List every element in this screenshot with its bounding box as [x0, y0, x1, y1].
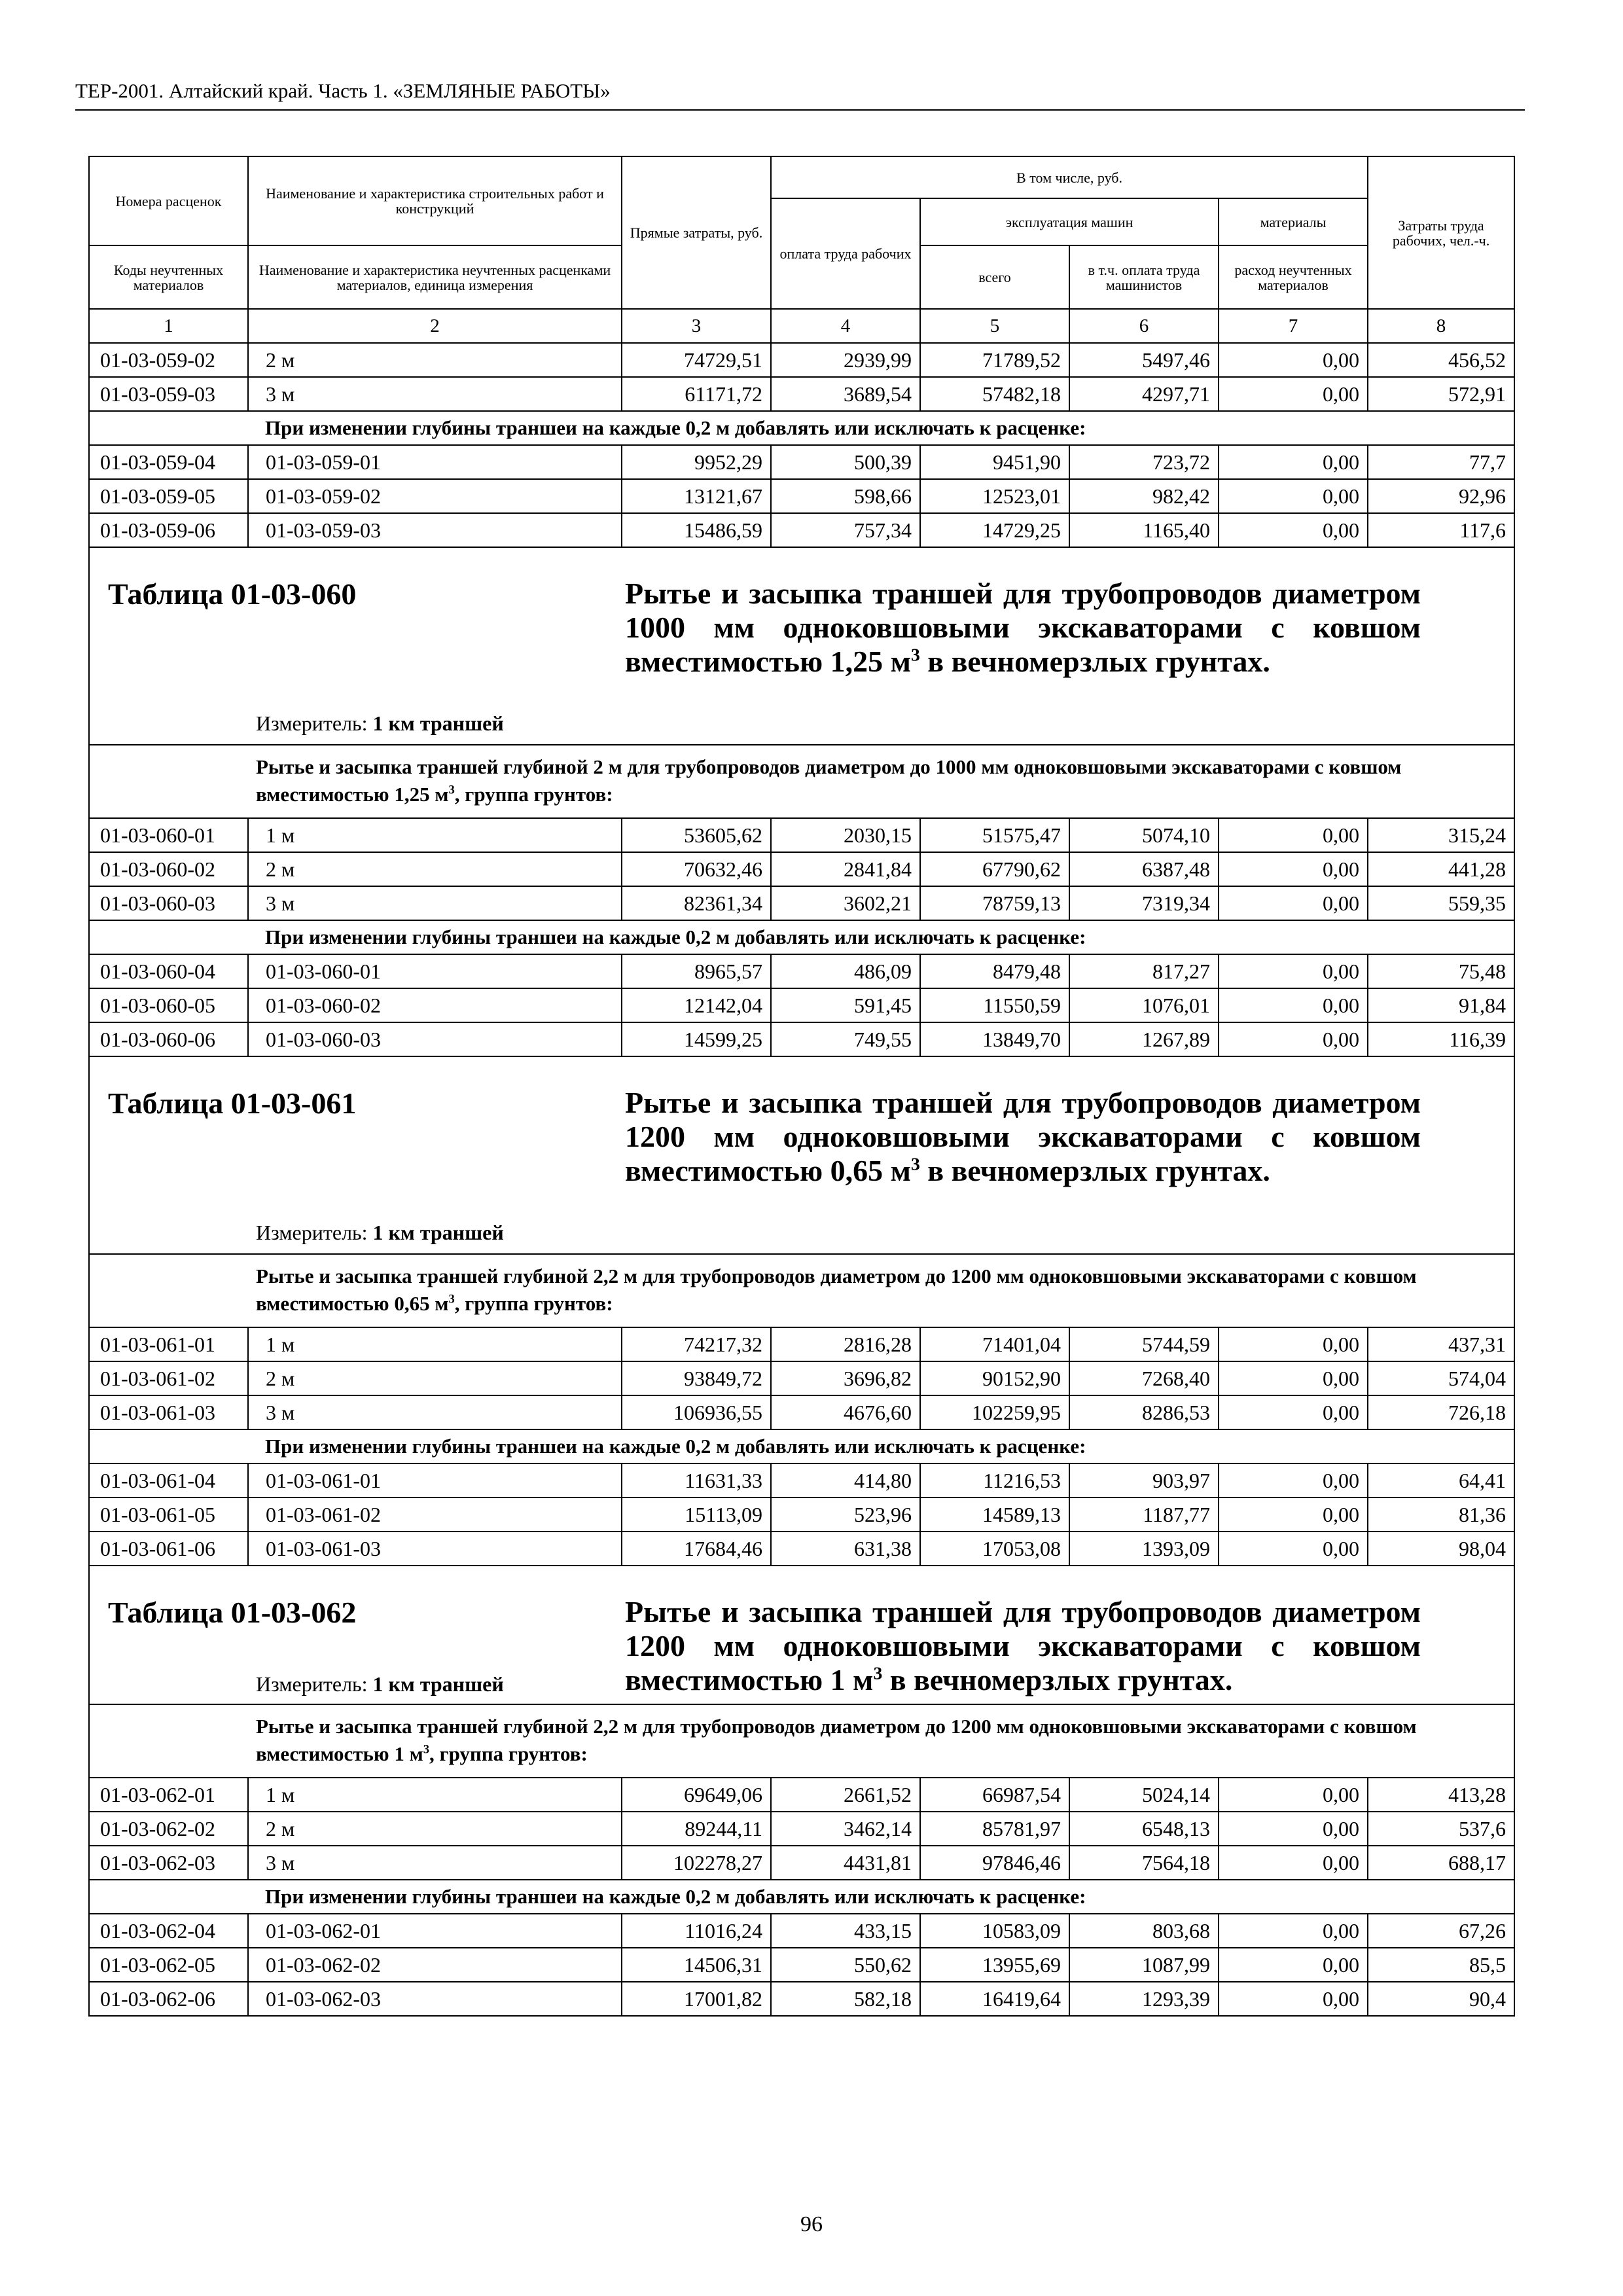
direct-costs-cell: 15113,09 [622, 1498, 771, 1532]
table-row [89, 1982, 1514, 2016]
operators-pay-cell: 4297,71 [1069, 377, 1219, 411]
rate-code-cell: 01-03-060-06 [89, 1022, 248, 1056]
column-index: 5 [920, 309, 1069, 343]
operators-pay-cell: 7564,18 [1069, 1846, 1219, 1880]
direct-costs-cell: 89244,11 [622, 1812, 771, 1846]
machines-total-cell: 11550,59 [920, 988, 1069, 1022]
direct-costs-cell: 102278,27 [622, 1846, 771, 1880]
rate-code-cell: 01-03-060-01 [89, 818, 248, 852]
labor-pay-cell: 631,38 [771, 1532, 920, 1566]
operators-pay-cell: 5024,14 [1069, 1778, 1219, 1812]
labor-pay-cell: 433,15 [771, 1914, 920, 1948]
table-row [89, 479, 1514, 513]
operators-pay-cell: 1187,77 [1069, 1498, 1219, 1532]
direct-costs-cell: 13121,67 [622, 479, 771, 513]
work-subheading-text-end: , группа грунтов: [454, 1292, 613, 1315]
measure-unit [256, 1221, 504, 1245]
operators-pay-cell: 1293,39 [1069, 1982, 1219, 2016]
operators-pay-cell: 1165,40 [1069, 513, 1219, 547]
table-row [89, 1914, 1514, 1948]
operators-pay-cell: 5497,46 [1069, 343, 1219, 377]
table-row [89, 1327, 1514, 1361]
machines-total-cell: 9451,90 [920, 445, 1069, 479]
labor-pay-cell: 4676,60 [771, 1395, 920, 1429]
measure-unit-value: 1 км траншей [372, 1221, 504, 1244]
machines-total-cell: 12523,01 [920, 479, 1069, 513]
labor-hours-cell: 67,26 [1368, 1914, 1514, 1948]
table-row [89, 1022, 1514, 1056]
measure-unit-value: 1 км траншей [372, 711, 504, 735]
caption-box [90, 1057, 1514, 1253]
table-title-text: Рытье и засыпка траншей для трубопроводов диаметром 1200 мм одноковшовыми экскаваторами с ковшом вместимостью 0,65 м [625, 1086, 1421, 1187]
rate-code-cell: 01-03-062-06 [89, 1982, 248, 2016]
material-usage-cell: 0,00 [1219, 1395, 1368, 1429]
description-cell: 01-03-060-02 [248, 988, 622, 1022]
direct-costs-cell: 14506,31 [622, 1948, 771, 1982]
machines-total-cell: 66987,54 [920, 1778, 1069, 1812]
depth-change-label: При изменении глубины траншеи на каждые 0,2 м добавлять или исключать к расценке: [89, 920, 1514, 954]
labor-hours-cell: 537,6 [1368, 1812, 1514, 1846]
col-header-material-names: Наименование и характеристика неучтенных расценками материалов, единица измерения [248, 245, 622, 309]
rate-code-cell: 01-03-059-06 [89, 513, 248, 547]
machines-total-cell: 102259,95 [920, 1395, 1069, 1429]
labor-pay-cell: 523,96 [771, 1498, 920, 1532]
column-index-row [89, 309, 1514, 343]
labor-hours-cell: 437,31 [1368, 1327, 1514, 1361]
labor-pay-cell: 2841,84 [771, 852, 920, 886]
description-cell: 2 м [248, 1812, 622, 1846]
table-row [89, 513, 1514, 547]
depth-change-row [89, 411, 1514, 445]
labor-hours-cell: 116,39 [1368, 1022, 1514, 1056]
labor-pay-cell: 749,55 [771, 1022, 920, 1056]
measure-unit [256, 1672, 504, 1696]
machines-total-cell: 10583,09 [920, 1914, 1069, 1948]
machines-total-cell: 14729,25 [920, 513, 1069, 547]
superscript: 3 [448, 1292, 455, 1306]
labor-pay-cell: 3689,54 [771, 377, 920, 411]
col-header-operators-pay: в т.ч. оплата труда машинистов [1069, 245, 1219, 309]
machines-total-cell: 90152,90 [920, 1361, 1069, 1395]
table-caption [89, 1566, 1514, 1704]
description-cell: 2 м [248, 1361, 622, 1395]
superscript: 3 [910, 1153, 920, 1174]
rate-code-cell: 01-03-059-03 [89, 377, 248, 411]
table-title-text: Рытье и засыпка траншей для трубопроводов диаметром 1000 мм одноковшовыми экскаваторами с ковшом вместимостью 1,25 м [625, 577, 1421, 678]
description-cell: 01-03-061-01 [248, 1463, 622, 1498]
measure-unit-label: Измеритель: [256, 711, 373, 735]
measure-unit-label: Измеритель: [256, 1221, 373, 1244]
direct-costs-cell: 74217,32 [622, 1327, 771, 1361]
machines-total-cell: 85781,97 [920, 1812, 1069, 1846]
table-number: Таблица 01-03-062 [108, 1596, 357, 1629]
direct-costs-cell: 8965,57 [622, 954, 771, 988]
description-cell: 01-03-060-03 [248, 1022, 622, 1056]
labor-hours-cell: 413,28 [1368, 1778, 1514, 1812]
labor-hours-cell: 92,96 [1368, 479, 1514, 513]
rate-code-cell: 01-03-059-02 [89, 343, 248, 377]
page-number: 96 [800, 2212, 823, 2236]
operators-pay-cell: 1393,09 [1069, 1532, 1219, 1566]
direct-costs-cell: 17684,46 [622, 1532, 771, 1566]
table-row [89, 1463, 1514, 1498]
work-subheading-text: Рытье и засыпка траншей глубиной 2 м для трубопроводов диаметром до 1000 мм одноковшовыми экскаваторами с ковшом вместимостью 1,25 м [256, 755, 1402, 806]
material-usage-cell: 0,00 [1219, 377, 1368, 411]
caption-box [90, 1566, 1514, 1704]
column-index: 4 [771, 309, 920, 343]
table-row [89, 343, 1514, 377]
column-index: 6 [1069, 309, 1219, 343]
work-subheading-text: Рытье и засыпка траншей глубиной 2,2 м для трубопроводов диаметром до 1200 мм одноковшовыми экскаваторами с ковшом вместимостью 0,65 м [256, 1265, 1417, 1315]
depth-change-row [89, 1429, 1514, 1463]
labor-pay-cell: 2030,15 [771, 818, 920, 852]
description-cell: 2 м [248, 852, 622, 886]
operators-pay-cell: 5744,59 [1069, 1327, 1219, 1361]
material-usage-cell: 0,00 [1219, 1327, 1368, 1361]
table-row [89, 1846, 1514, 1880]
material-usage-cell: 0,00 [1219, 818, 1368, 852]
table-row [89, 445, 1514, 479]
labor-pay-cell: 414,80 [771, 1463, 920, 1498]
table-row [89, 818, 1514, 852]
table-title-text-end: в вечномерзлых грунтах. [919, 1154, 1270, 1187]
labor-hours-cell: 572,91 [1368, 377, 1514, 411]
rate-code-cell: 01-03-060-03 [89, 886, 248, 920]
col-header-material-codes: Коды неучтенных материалов [89, 245, 248, 309]
direct-costs-cell: 12142,04 [622, 988, 771, 1022]
labor-hours-cell: 75,48 [1368, 954, 1514, 988]
operators-pay-cell: 803,68 [1069, 1914, 1219, 1948]
material-usage-cell: 0,00 [1219, 343, 1368, 377]
machines-total-cell: 8479,48 [920, 954, 1069, 988]
rate-code-cell: 01-03-061-02 [89, 1361, 248, 1395]
labor-hours-cell: 559,35 [1368, 886, 1514, 920]
labor-pay-cell: 591,45 [771, 988, 920, 1022]
operators-pay-cell: 817,27 [1069, 954, 1219, 988]
superscript: 3 [423, 1742, 430, 1757]
rate-code-cell: 01-03-062-02 [89, 1812, 248, 1846]
rate-code-cell: 01-03-062-05 [89, 1948, 248, 1982]
labor-pay-cell: 486,09 [771, 954, 920, 988]
labor-pay-cell: 598,66 [771, 479, 920, 513]
direct-costs-cell: 15486,59 [622, 513, 771, 547]
description-cell: 01-03-060-01 [248, 954, 622, 988]
material-usage-cell: 0,00 [1219, 1778, 1368, 1812]
page-header: ТЕР-2001. Алтайский край. Часть 1. «ЗЕМЛЯНЫЕ РАБОТЫ» [75, 75, 1525, 111]
direct-costs-cell: 11631,33 [622, 1463, 771, 1498]
direct-costs-cell: 17001,82 [622, 1982, 771, 2016]
labor-hours-cell: 688,17 [1368, 1846, 1514, 1880]
labor-pay-cell: 550,62 [771, 1948, 920, 1982]
rate-code-cell: 01-03-061-01 [89, 1327, 248, 1361]
direct-costs-cell: 53605,62 [622, 818, 771, 852]
column-index: 3 [622, 309, 771, 343]
table-row [89, 1812, 1514, 1846]
material-usage-cell: 0,00 [1219, 1948, 1368, 1982]
machines-total-cell: 17053,08 [920, 1532, 1069, 1566]
operators-pay-cell: 903,97 [1069, 1463, 1219, 1498]
rate-code-cell: 01-03-062-03 [89, 1846, 248, 1880]
direct-costs-cell: 74729,51 [622, 343, 771, 377]
machines-total-cell: 13955,69 [920, 1948, 1069, 1982]
table-title [625, 577, 1421, 679]
work-subheading [89, 745, 1514, 818]
labor-hours-cell: 456,52 [1368, 343, 1514, 377]
column-index: 7 [1219, 309, 1368, 343]
machines-total-cell: 51575,47 [920, 818, 1069, 852]
labor-pay-cell: 3696,82 [771, 1361, 920, 1395]
machines-total-cell: 67790,62 [920, 852, 1069, 886]
table-row [89, 886, 1514, 920]
operators-pay-cell: 1087,99 [1069, 1948, 1219, 1982]
table-row [89, 1498, 1514, 1532]
table-row [89, 1532, 1514, 1566]
col-header-machines: эксплуатация машин [920, 198, 1219, 245]
labor-hours-cell: 90,4 [1368, 1982, 1514, 2016]
material-usage-cell: 0,00 [1219, 479, 1368, 513]
description-cell: 01-03-061-02 [248, 1498, 622, 1532]
description-cell: 3 м [248, 1395, 622, 1429]
table-title-text-end: в вечномерзлых грунтах. [919, 645, 1270, 678]
material-usage-cell: 0,00 [1219, 1812, 1368, 1846]
operators-pay-cell: 6548,13 [1069, 1812, 1219, 1846]
machines-total-cell: 13849,70 [920, 1022, 1069, 1056]
direct-costs-cell: 106936,55 [622, 1395, 771, 1429]
rate-code-cell: 01-03-059-04 [89, 445, 248, 479]
description-cell: 1 м [248, 818, 622, 852]
machines-total-cell: 14589,13 [920, 1498, 1069, 1532]
operators-pay-cell: 8286,53 [1069, 1395, 1219, 1429]
table-number: Таблица 01-03-061 [108, 1086, 357, 1120]
work-subheading [89, 1254, 1514, 1327]
labor-hours-cell: 64,41 [1368, 1463, 1514, 1498]
material-usage-cell: 0,00 [1219, 1914, 1368, 1948]
table-title [625, 1086, 1421, 1188]
table-row [89, 377, 1514, 411]
table-title-text: Рытье и засыпка траншей для трубопроводов диаметром 1200 мм одноковшовыми экскаваторами с ковшом вместимостью 1 м [625, 1595, 1421, 1696]
table-caption-cell [89, 547, 1514, 745]
measure-unit [256, 711, 504, 736]
direct-costs-cell: 69649,06 [622, 1778, 771, 1812]
work-subheading-row [89, 745, 1514, 818]
caption-box [90, 548, 1514, 744]
labor-hours-cell: 726,18 [1368, 1395, 1514, 1429]
labor-pay-cell: 582,18 [771, 1982, 920, 2016]
col-header-work-name: Наименование и характеристика строительных работ и конструкций [248, 156, 622, 245]
operators-pay-cell: 6387,48 [1069, 852, 1219, 886]
material-usage-cell: 0,00 [1219, 954, 1368, 988]
col-header-including: В том числе, руб. [771, 156, 1368, 198]
table-caption-cell [89, 1566, 1514, 1704]
description-cell: 01-03-062-02 [248, 1948, 622, 1982]
labor-pay-cell: 2939,99 [771, 343, 920, 377]
depth-change-label: При изменении глубины траншеи на каждые 0,2 м добавлять или исключать к расценке: [89, 1880, 1514, 1914]
measure-unit-label: Измеритель: [256, 1672, 373, 1696]
work-subheading-text: Рытье и засыпка траншей глубиной 2,2 м для трубопроводов диаметром до 1200 мм одноковшовыми экскаваторами с ковшом вместимостью 1 м [256, 1715, 1417, 1765]
machines-total-cell: 11216,53 [920, 1463, 1069, 1498]
description-cell: 01-03-062-03 [248, 1982, 622, 2016]
rates-table [88, 156, 1515, 2017]
table-row [89, 1361, 1514, 1395]
labor-pay-cell: 2816,28 [771, 1327, 920, 1361]
column-index: 1 [89, 309, 248, 343]
material-usage-cell: 0,00 [1219, 1361, 1368, 1395]
table-row [89, 1948, 1514, 1982]
table-caption [89, 1056, 1514, 1254]
col-header-direct-costs: Прямые затраты, руб. [622, 156, 771, 309]
operators-pay-cell: 7268,40 [1069, 1361, 1219, 1395]
material-usage-cell: 0,00 [1219, 1846, 1368, 1880]
machines-total-cell: 71789,52 [920, 343, 1069, 377]
description-cell: 01-03-062-01 [248, 1914, 622, 1948]
work-subheading-row [89, 1704, 1514, 1778]
labor-pay-cell: 2661,52 [771, 1778, 920, 1812]
labor-hours-cell: 117,6 [1368, 513, 1514, 547]
direct-costs-cell: 9952,29 [622, 445, 771, 479]
labor-hours-cell: 77,7 [1368, 445, 1514, 479]
labor-hours-cell: 98,04 [1368, 1532, 1514, 1566]
depth-change-row [89, 920, 1514, 954]
material-usage-cell: 0,00 [1219, 988, 1368, 1022]
table-row [89, 1395, 1514, 1429]
direct-costs-cell: 61171,72 [622, 377, 771, 411]
labor-pay-cell: 500,39 [771, 445, 920, 479]
operators-pay-cell: 1267,89 [1069, 1022, 1219, 1056]
col-header-labor-hours: Затраты труда рабочих, чел.-ч. [1368, 156, 1514, 309]
material-usage-cell: 0,00 [1219, 1532, 1368, 1566]
description-cell: 2 м [248, 343, 622, 377]
material-usage-cell: 0,00 [1219, 852, 1368, 886]
col-header-materials: материалы [1219, 198, 1368, 245]
labor-pay-cell: 4431,81 [771, 1846, 920, 1880]
superscript: 3 [448, 783, 455, 797]
material-usage-cell: 0,00 [1219, 1022, 1368, 1056]
direct-costs-cell: 11016,24 [622, 1914, 771, 1948]
labor-pay-cell: 3462,14 [771, 1812, 920, 1846]
material-usage-cell: 0,00 [1219, 445, 1368, 479]
labor-hours-cell: 91,84 [1368, 988, 1514, 1022]
table-title-text-end: в вечномерзлых грунтах. [882, 1663, 1233, 1696]
col-header-material-usage: расход неучтенных материалов [1219, 245, 1368, 309]
direct-costs-cell: 14599,25 [622, 1022, 771, 1056]
labor-hours-cell: 85,5 [1368, 1948, 1514, 1982]
labor-pay-cell: 3602,21 [771, 886, 920, 920]
material-usage-cell: 0,00 [1219, 1498, 1368, 1532]
col-header-labor-pay: оплата труда рабочих [771, 198, 920, 309]
table-row [89, 852, 1514, 886]
table-row [89, 954, 1514, 988]
rate-code-cell: 01-03-061-04 [89, 1463, 248, 1498]
table-caption-cell [89, 1056, 1514, 1254]
rate-code-cell: 01-03-059-05 [89, 479, 248, 513]
description-cell: 01-03-061-03 [248, 1532, 622, 1566]
rate-code-cell: 01-03-060-02 [89, 852, 248, 886]
material-usage-cell: 0,00 [1219, 1463, 1368, 1498]
table-number: Таблица 01-03-060 [108, 577, 357, 611]
col-header-machines-total: всего [920, 245, 1069, 309]
rate-code-cell: 01-03-061-05 [89, 1498, 248, 1532]
col-header-rate-numbers: Номера расценок [89, 156, 248, 245]
machines-total-cell: 78759,13 [920, 886, 1069, 920]
rate-code-cell: 01-03-061-03 [89, 1395, 248, 1429]
operators-pay-cell: 723,72 [1069, 445, 1219, 479]
column-index: 8 [1368, 309, 1514, 343]
operators-pay-cell: 7319,34 [1069, 886, 1219, 920]
column-index: 2 [248, 309, 622, 343]
direct-costs-cell: 70632,46 [622, 852, 771, 886]
description-cell: 1 м [248, 1778, 622, 1812]
description-cell: 01-03-059-01 [248, 445, 622, 479]
depth-change-row [89, 1880, 1514, 1914]
depth-change-label: При изменении глубины траншеи на каждые 0,2 м добавлять или исключать к расценке: [89, 411, 1514, 445]
direct-costs-cell: 93849,72 [622, 1361, 771, 1395]
labor-hours-cell: 574,04 [1368, 1361, 1514, 1395]
rate-code-cell: 01-03-062-01 [89, 1778, 248, 1812]
rate-code-cell: 01-03-060-04 [89, 954, 248, 988]
work-subheading-text-end: , группа грунтов: [454, 783, 613, 806]
depth-change-label: При изменении глубины траншеи на каждые 0,2 м добавлять или исключать к расценке: [89, 1429, 1514, 1463]
labor-hours-cell: 81,36 [1368, 1498, 1514, 1532]
direct-costs-cell: 82361,34 [622, 886, 771, 920]
rate-code-cell: 01-03-061-06 [89, 1532, 248, 1566]
description-cell: 01-03-059-03 [248, 513, 622, 547]
work-subheading-text-end: , группа грунтов: [429, 1742, 588, 1765]
description-cell: 1 м [248, 1327, 622, 1361]
material-usage-cell: 0,00 [1219, 513, 1368, 547]
description-cell: 01-03-059-02 [248, 479, 622, 513]
description-cell: 3 м [248, 377, 622, 411]
labor-hours-cell: 315,24 [1368, 818, 1514, 852]
table-row [89, 988, 1514, 1022]
machines-total-cell: 71401,04 [920, 1327, 1069, 1361]
rate-code-cell: 01-03-062-04 [89, 1914, 248, 1948]
operators-pay-cell: 5074,10 [1069, 818, 1219, 852]
work-subheading [89, 1704, 1514, 1778]
machines-total-cell: 16419,64 [920, 1982, 1069, 2016]
description-cell: 3 м [248, 886, 622, 920]
work-subheading-row [89, 1254, 1514, 1327]
table-row [89, 1778, 1514, 1812]
operators-pay-cell: 1076,01 [1069, 988, 1219, 1022]
measure-unit-value: 1 км траншей [372, 1672, 504, 1696]
superscript: 3 [873, 1662, 883, 1683]
labor-pay-cell: 757,34 [771, 513, 920, 547]
description-cell: 3 м [248, 1846, 622, 1880]
rate-code-cell: 01-03-060-05 [89, 988, 248, 1022]
machines-total-cell: 97846,46 [920, 1846, 1069, 1880]
material-usage-cell: 0,00 [1219, 1982, 1368, 2016]
table-caption [89, 547, 1514, 745]
superscript: 3 [910, 644, 920, 665]
operators-pay-cell: 982,42 [1069, 479, 1219, 513]
machines-total-cell: 57482,18 [920, 377, 1069, 411]
table-title [625, 1595, 1421, 1697]
material-usage-cell: 0,00 [1219, 886, 1368, 920]
labor-hours-cell: 441,28 [1368, 852, 1514, 886]
